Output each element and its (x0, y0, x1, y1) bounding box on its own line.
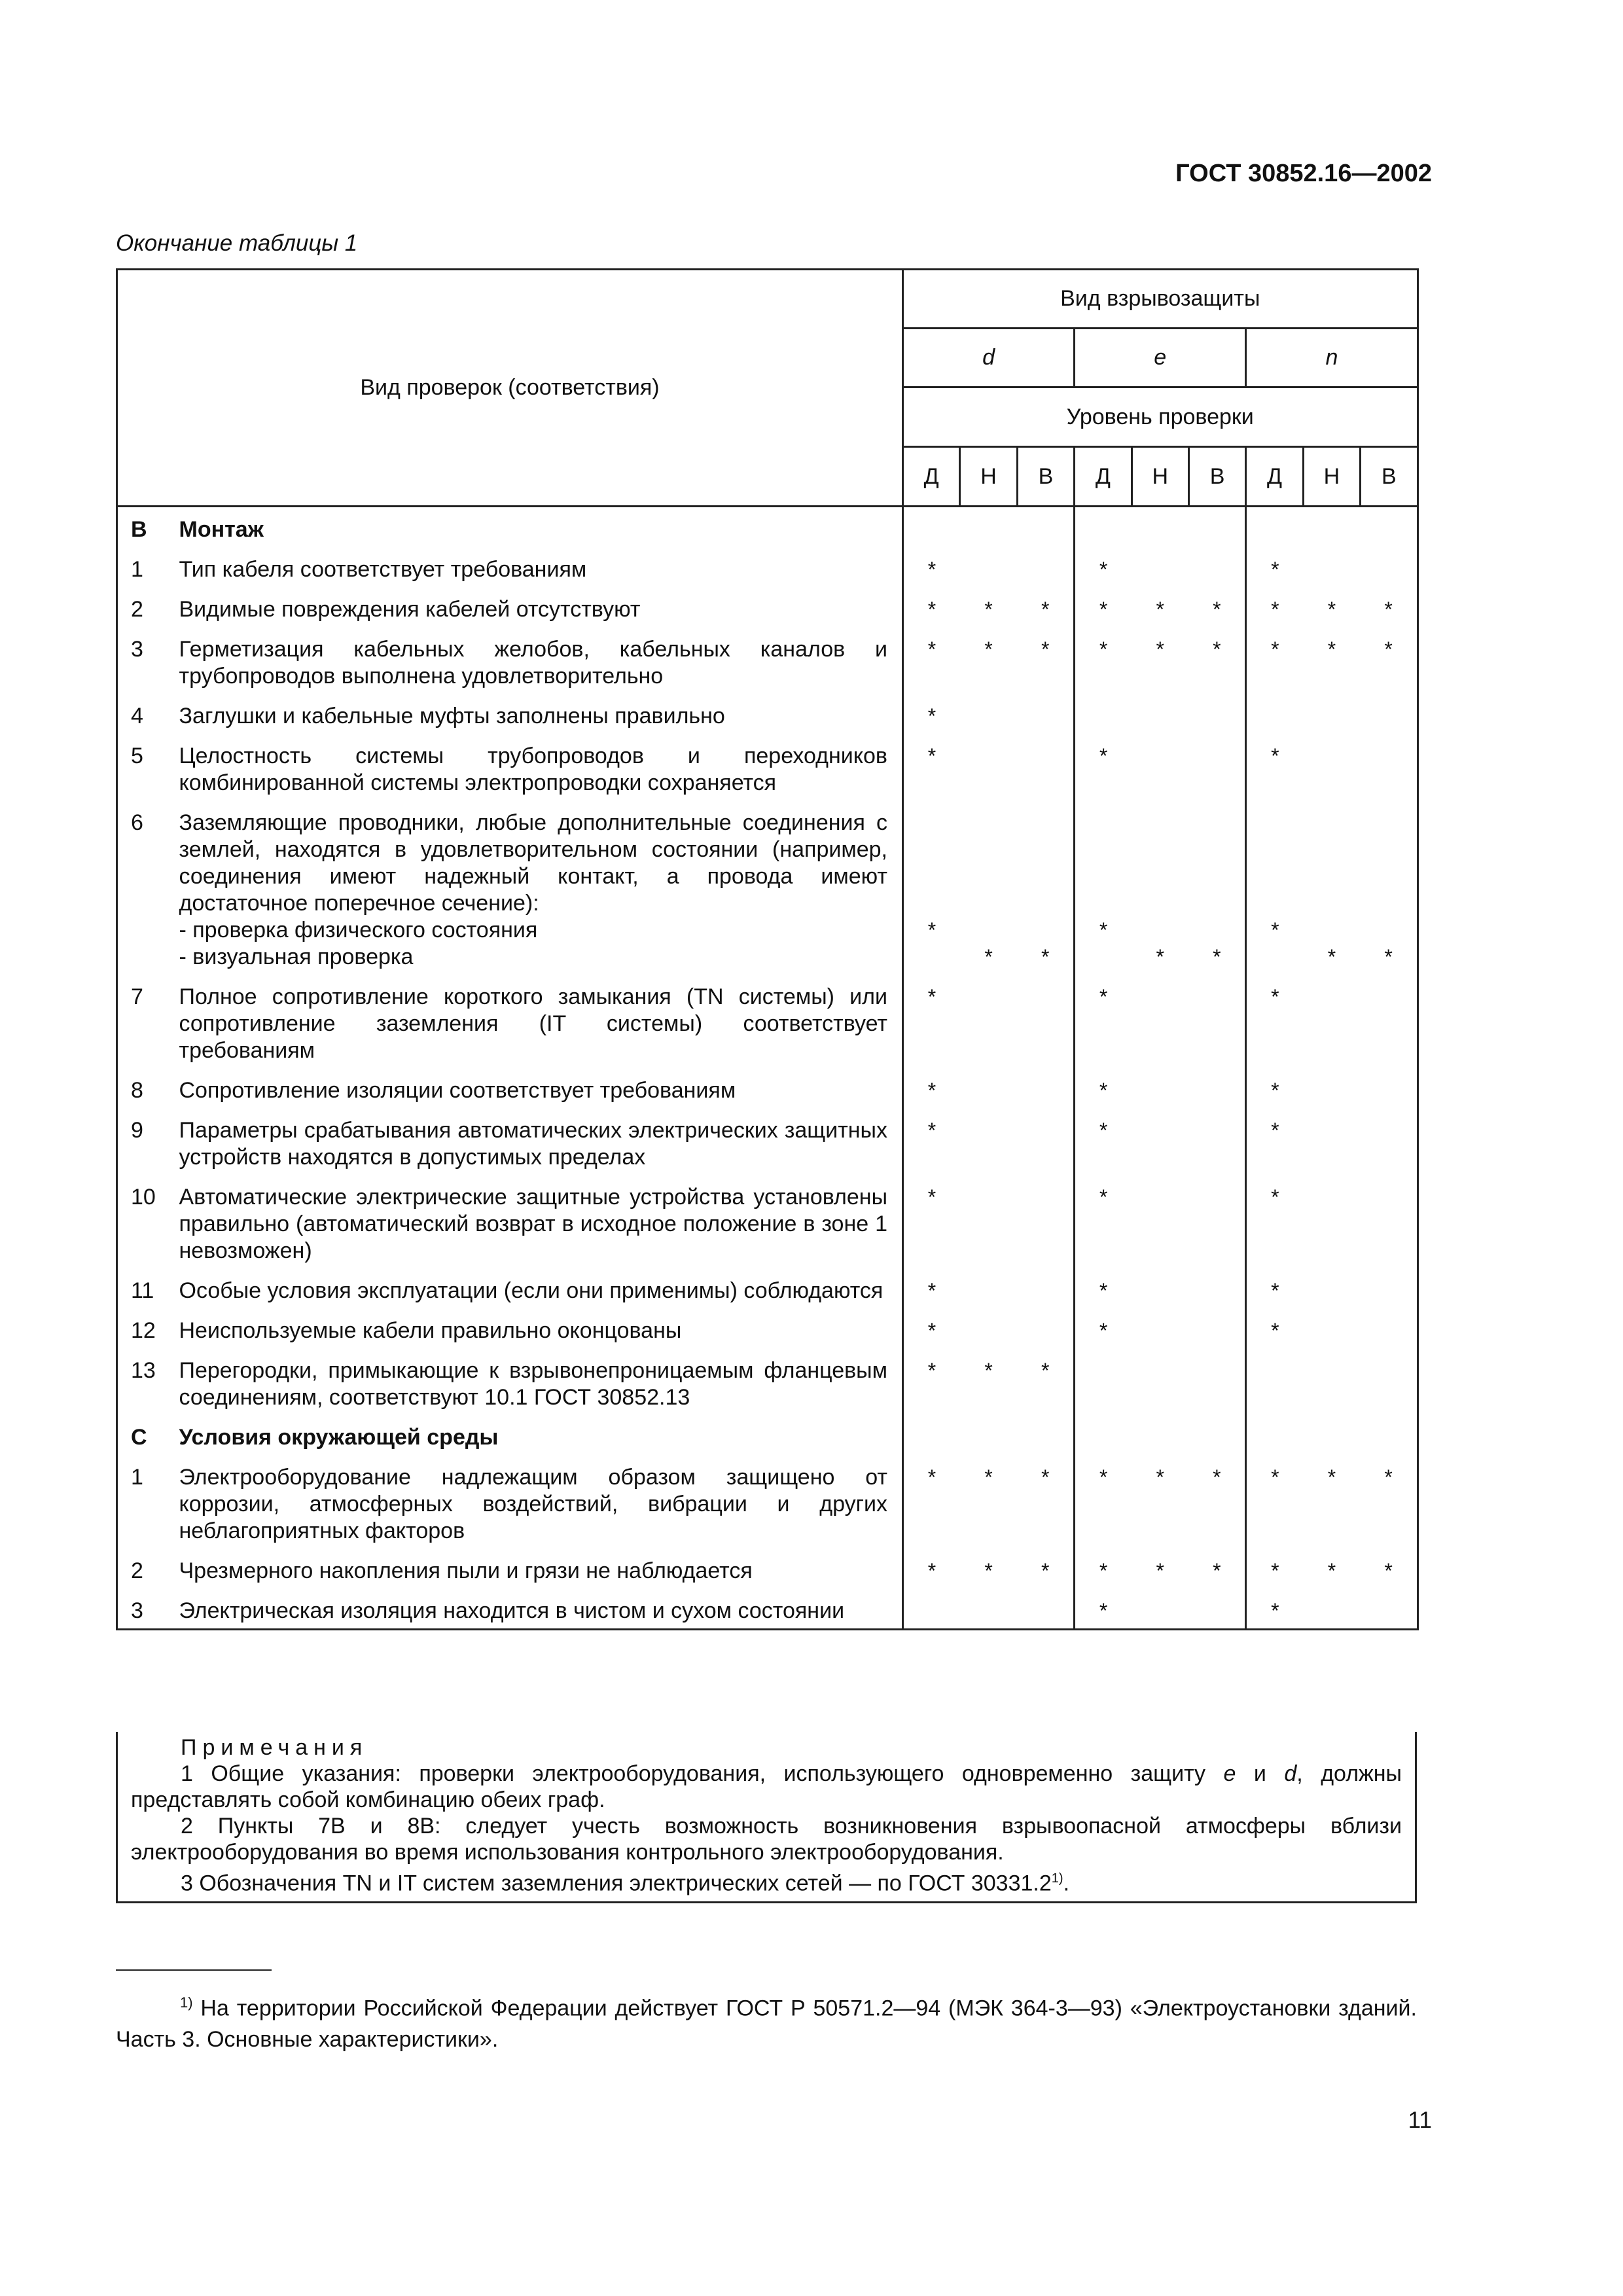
row-sub-item: - проверка физического состояния (179, 918, 538, 942)
check-mark: * (1213, 637, 1221, 661)
check-mark (1188, 917, 1245, 944)
check-mark (1303, 543, 1360, 583)
check-mark: * (903, 1304, 960, 1344)
row-number: 2 (117, 1545, 179, 1585)
level-header: В (1361, 447, 1418, 507)
check-mark (960, 1064, 1017, 1104)
check-mark: * (1361, 583, 1418, 623)
check-mark: * (1156, 945, 1164, 969)
column-title-level: Уровень проверки (903, 387, 1418, 447)
check-mark: * (1041, 1465, 1050, 1489)
check-mark (1303, 1064, 1360, 1104)
check-mark: * (1041, 1559, 1050, 1583)
table-row (117, 1585, 1418, 1630)
check-mark (960, 543, 1017, 583)
row-number: 13 (117, 1344, 179, 1411)
level-header: Н (1132, 447, 1188, 507)
check-mark: * (1041, 1359, 1050, 1382)
row-number: 5 (117, 730, 179, 797)
check-mark (1361, 1304, 1418, 1344)
check-mark (903, 1585, 960, 1630)
check-mark: * (1075, 1104, 1132, 1171)
table-row (117, 690, 1418, 730)
check-mark: * (1041, 598, 1050, 621)
check-mark: * (1246, 623, 1303, 690)
level-header: Д (1246, 447, 1303, 507)
row-text: Электрическая изоляция находится в чистом и сухом состоянии (179, 1585, 903, 1630)
check-mark: * (1327, 1559, 1336, 1583)
table-row (117, 1064, 1418, 1104)
check-mark: * (903, 1344, 960, 1411)
table-row (117, 1451, 1418, 1545)
row-number: 4 (117, 690, 179, 730)
check-mark-cell (960, 797, 1017, 971)
protection-type-e: e (1075, 329, 1246, 387)
check-mark (1132, 690, 1188, 730)
row-text: Видимые повреждения кабелей отсутствуют (179, 597, 641, 622)
row-text: Заглушки и кабельные муфты заполнены правильно (179, 704, 725, 728)
inspection-table (116, 268, 1419, 1630)
check-mark: * (903, 730, 960, 797)
check-mark (1303, 1304, 1360, 1344)
check-mark (1361, 971, 1418, 1064)
check-mark (1188, 1171, 1245, 1265)
check-mark (1303, 1104, 1360, 1171)
protection-type-d: d (903, 329, 1075, 387)
table-row (117, 1171, 1418, 1265)
check-mark (1303, 1585, 1360, 1630)
check-mark (1017, 690, 1074, 730)
check-mark (960, 917, 1017, 944)
check-mark (1303, 730, 1360, 797)
section-code: С (117, 1411, 179, 1451)
check-mark (960, 1171, 1017, 1265)
table-row (117, 623, 1418, 690)
check-mark-cell (1075, 797, 1132, 971)
check-mark (1361, 1104, 1418, 1171)
check-mark (1132, 1344, 1188, 1411)
row-text: Тип кабеля соответствует требованиям (179, 557, 587, 582)
row-text (179, 797, 903, 971)
check-mark: * (1213, 1559, 1221, 1583)
check-mark: * (1075, 971, 1132, 1064)
check-mark (1017, 1171, 1074, 1265)
check-mark: * (1156, 598, 1164, 621)
check-mark (1017, 730, 1074, 797)
footnote-divider (116, 1969, 272, 1971)
row-number: 9 (117, 1104, 179, 1171)
note-3: 3 Обозначения TN и IT систем заземления электрических сетей — по ГОСТ 30331.2$^{1)}$. (181, 1871, 1070, 1896)
row-number: 3 (117, 623, 179, 690)
row-number: 7 (117, 971, 179, 1064)
check-mark: * (1246, 1265, 1303, 1304)
check-mark (1303, 971, 1360, 1064)
check-mark (1303, 1265, 1360, 1304)
check-mark: * (1327, 637, 1336, 661)
check-mark: * (1075, 623, 1132, 690)
section-code: В (117, 507, 179, 544)
row-number: 1 (117, 1451, 179, 1545)
check-mark: * (903, 1064, 960, 1104)
check-mark: * (1361, 1451, 1418, 1545)
table-row (117, 1265, 1418, 1304)
row-text: Сопротивление изоляции соответствует требованиям (179, 1078, 736, 1103)
row-text: Особые условия эксплуатации (если они применимы) соблюдаются (179, 1278, 883, 1303)
check-mark: * (984, 598, 993, 621)
check-mark (1361, 1585, 1418, 1630)
check-mark-cell (1303, 797, 1360, 971)
row-main-text: Заземляющие проводники, любые дополнительные соединения с землей, находятся в удовлетворительном состоянии (например, соединения имеют надежный контакт, а провода имеют достаточное поперечное сечение): (179, 810, 887, 916)
check-mark: * (1361, 1545, 1418, 1585)
check-mark: * (1327, 1465, 1336, 1489)
check-mark: * (1156, 1559, 1164, 1583)
check-mark (960, 971, 1017, 1064)
check-mark (1132, 1585, 1188, 1630)
row-number: 8 (117, 1064, 179, 1104)
section-row (117, 1411, 1418, 1451)
check-mark (1361, 1344, 1418, 1411)
column-title-check-type: Вид проверок (соответствия) (117, 270, 903, 507)
check-mark: * (903, 1265, 960, 1304)
check-mark (1247, 944, 1303, 971)
table-row (117, 583, 1418, 623)
check-mark: * (903, 1171, 960, 1265)
check-mark: * (1246, 1171, 1303, 1265)
check-mark: * (1327, 598, 1336, 621)
note-2: 2 Пункты 7В и 8В: следует учесть возможность возникновения взрывоопасной атмосферы вблизи электрооборудования во время использования контрольного электрооборудования. (131, 1814, 1402, 1865)
check-mark (960, 1104, 1017, 1171)
check-mark (1132, 1265, 1188, 1304)
row-text: Целостность системы трубопроводов и переходников комбинированной системы электропроводки сохраняется (179, 744, 887, 795)
check-mark: * (1246, 1064, 1303, 1104)
check-mark: * (1246, 1585, 1303, 1630)
table-row (117, 730, 1418, 797)
row-text: Электрооборудование надлежащим образом защищено от коррозии, атмосферных воздействий, вибрации и других неблагоприятных факторов (179, 1465, 887, 1543)
table-row (117, 1344, 1418, 1411)
check-mark (960, 1265, 1017, 1304)
check-mark: * (903, 543, 960, 583)
row-sub-item: - визуальная проверка (179, 944, 414, 969)
check-mark: * (903, 1545, 960, 1585)
level-header: В (1017, 447, 1074, 507)
check-mark (1075, 1344, 1132, 1411)
check-mark (1132, 1304, 1188, 1344)
row-number: 6 (117, 797, 179, 971)
check-mark (1361, 917, 1417, 944)
check-mark: * (1041, 945, 1050, 969)
notes-title: Примечания (181, 1735, 368, 1760)
check-mark (1017, 1104, 1074, 1171)
check-mark-cell (1017, 797, 1074, 971)
row-text: Перегородки, примыкающие к взрывонепроницаемым фланцевым соединениям, соответствуют 10.1 ГОСТ 30852.13 (179, 1358, 887, 1410)
check-mark: * (1075, 1585, 1132, 1630)
check-mark: * (1361, 623, 1418, 690)
check-mark: * (1156, 1465, 1164, 1489)
section-row (117, 507, 1418, 544)
check-mark (1188, 971, 1245, 1064)
note-1: 1 Общие указания: проверки электрооборудования, использующего одновременно защиту e и d, должны представлять собой комбинацию обеих граф. (131, 1761, 1402, 1812)
check-mark-cell (1361, 797, 1418, 971)
check-mark (960, 730, 1017, 797)
level-header: В (1188, 447, 1245, 507)
check-mark: * (1246, 1104, 1303, 1171)
check-mark: * (903, 583, 960, 623)
check-mark: * (1041, 637, 1050, 661)
row-number: 11 (117, 1265, 179, 1304)
check-mark: * (1246, 971, 1303, 1064)
column-title-protection: Вид взрывозащиты (903, 270, 1418, 329)
check-mark (1017, 971, 1074, 1064)
check-mark-cell (1246, 797, 1303, 971)
section-title: Условия окружающей среды (179, 1425, 499, 1450)
table-notes (116, 1732, 1417, 1903)
check-mark (1188, 543, 1245, 583)
table-row (117, 1104, 1418, 1171)
level-header: Н (960, 447, 1017, 507)
check-mark-cell (903, 797, 960, 971)
check-mark (1188, 1265, 1245, 1304)
document-code: ГОСТ 30852.16—2002 (1175, 160, 1432, 187)
check-mark: * (984, 1559, 993, 1583)
protection-type-n: n (1246, 329, 1418, 387)
check-mark (1017, 543, 1074, 583)
check-mark (1017, 1585, 1074, 1630)
check-mark (1303, 1171, 1360, 1265)
check-mark (1361, 730, 1418, 797)
table-row (117, 543, 1418, 583)
check-mark: * (1246, 1451, 1303, 1545)
row-text: Автоматические электрические защитные устройства установлены правильно (автоматический возврат в исходное положение в зоне 1 невозможен) (179, 1185, 887, 1263)
check-mark: * (1246, 543, 1303, 583)
check-mark: * (903, 971, 960, 1064)
check-mark: * (1213, 945, 1221, 969)
check-mark (960, 690, 1017, 730)
check-mark: * (1246, 583, 1303, 623)
check-mark (1075, 690, 1132, 730)
check-mark: * (984, 637, 993, 661)
row-number: 12 (117, 1304, 179, 1344)
check-mark (1132, 971, 1188, 1064)
row-text: Герметизация кабельных желобов, кабельных каналов и трубопроводов выполнена удовлетворительно (179, 637, 887, 689)
check-mark (1188, 1344, 1245, 1411)
check-mark: * (1075, 543, 1132, 583)
table-row (117, 971, 1418, 1064)
section-title: Монтаж (179, 517, 264, 542)
check-mark: * (1075, 1545, 1132, 1585)
check-mark: * (984, 1359, 993, 1382)
check-mark: * (1099, 918, 1108, 942)
table-row-grounding (117, 797, 1418, 971)
check-mark: * (903, 1104, 960, 1171)
row-number: 1 (117, 543, 179, 583)
check-mark (1188, 1304, 1245, 1344)
check-mark (1132, 1171, 1188, 1265)
check-mark: * (1075, 1171, 1132, 1265)
check-mark (1132, 543, 1188, 583)
check-mark (1303, 917, 1360, 944)
row-number: 3 (117, 1585, 179, 1630)
check-mark: * (984, 945, 993, 969)
check-mark: * (1075, 583, 1132, 623)
check-mark (1361, 1265, 1418, 1304)
level-header: Н (1303, 447, 1360, 507)
check-mark: * (1213, 598, 1221, 621)
check-mark: * (927, 918, 936, 942)
check-mark (1188, 1585, 1245, 1630)
check-mark (1132, 1104, 1188, 1171)
check-mark: * (1327, 945, 1336, 969)
footnote: $^{1)}$ На территории Российской Федерации действует ГОСТ Р 50571.2—94 (МЭК 364-3—93) «Электроустановки зданий. Часть 3. Основные характеристики». (116, 1994, 1417, 2053)
check-mark (1361, 543, 1418, 583)
row-number: 2 (117, 583, 179, 623)
check-mark: * (1075, 1064, 1132, 1104)
check-mark (960, 1585, 1017, 1630)
table-row (117, 1304, 1418, 1344)
row-number: 10 (117, 1171, 179, 1265)
check-mark: * (1384, 945, 1393, 969)
row-text: Чрезмерного накопления пыли и грязи не наблюдается (179, 1558, 753, 1583)
check-mark (1188, 1104, 1245, 1171)
check-mark: * (1246, 730, 1303, 797)
check-mark (1017, 1265, 1074, 1304)
table-caption: Окончание таблицы 1 (116, 230, 358, 256)
level-header: Д (903, 447, 960, 507)
row-text: Параметры срабатывания автоматических электрических защитных устройств находятся в допустимых пределах (179, 1118, 887, 1170)
page-number: 11 (1408, 2108, 1432, 2133)
check-mark (1188, 1064, 1245, 1104)
check-mark (1361, 690, 1418, 730)
check-mark (1361, 1064, 1418, 1104)
check-mark (960, 1304, 1017, 1344)
check-mark-cell (1132, 797, 1188, 971)
check-mark (1303, 1344, 1360, 1411)
check-mark (904, 944, 960, 971)
check-mark (1246, 1344, 1303, 1411)
check-mark: * (903, 690, 960, 730)
check-mark: * (1246, 1545, 1303, 1585)
check-mark: * (1075, 730, 1132, 797)
check-mark: * (903, 623, 960, 690)
check-mark (1017, 917, 1073, 944)
check-mark: * (1246, 1304, 1303, 1344)
check-mark (1132, 917, 1188, 944)
check-mark (1188, 730, 1245, 797)
check-mark (1246, 690, 1303, 730)
row-text: Неиспользуемые кабели правильно оконцованы (179, 1318, 682, 1343)
check-mark: * (1075, 1304, 1132, 1344)
row-text: Полное сопротивление короткого замыкания (TN системы) или сопротивление заземления (IT системы) соответствует требованиям (179, 984, 887, 1063)
check-mark: * (1156, 637, 1164, 661)
check-mark: * (903, 1451, 960, 1545)
check-mark (1017, 1304, 1074, 1344)
check-mark-cell (1188, 797, 1245, 971)
check-mark (1303, 690, 1360, 730)
table-row (117, 1545, 1418, 1585)
check-mark (1075, 944, 1132, 971)
check-mark (1188, 690, 1245, 730)
check-mark: * (1213, 1465, 1221, 1489)
level-header: Д (1075, 447, 1132, 507)
check-mark (1132, 1064, 1188, 1104)
check-mark: * (984, 1465, 993, 1489)
check-mark (1132, 730, 1188, 797)
check-mark (1017, 1064, 1074, 1104)
check-mark (1361, 1171, 1418, 1265)
check-mark: * (1271, 918, 1279, 942)
check-mark: * (1075, 1265, 1132, 1304)
check-mark: * (1075, 1451, 1132, 1545)
